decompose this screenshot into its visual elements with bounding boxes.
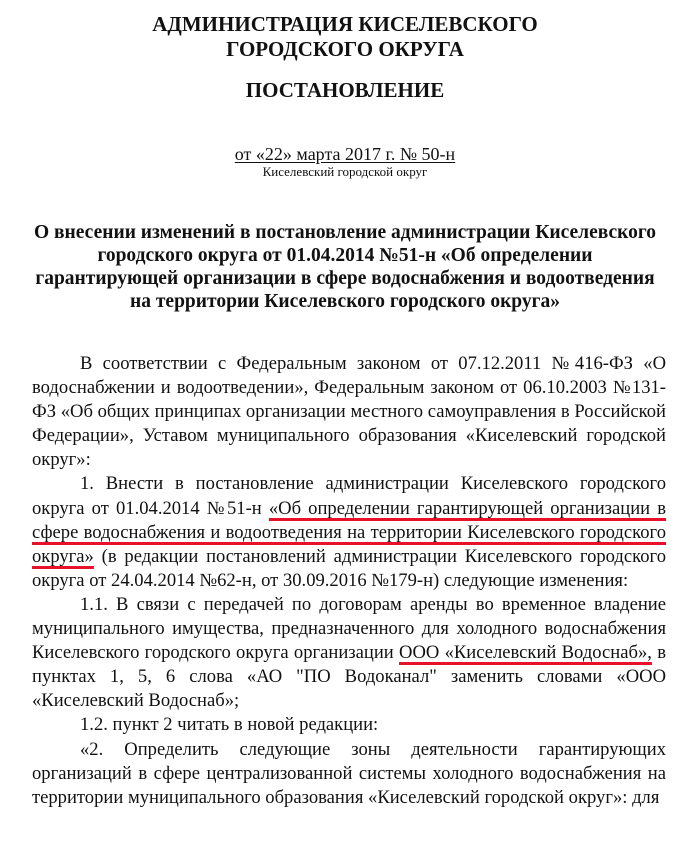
highlighted-resolution-title: «Об определении гарантирующей организации в сфере водоснабжения и водоотведения на территории Киселевского городского округа» bbox=[32, 497, 667, 567]
date-number: от «22» марта 2017 г. № 50-н bbox=[234, 144, 456, 164]
paragraph-1-text-end: (в редакции постановлений администрации Киселевского городского округа от 24.04.2014 №62-н, от 30.09.2016 №179-н) следующие изменения: bbox=[32, 545, 666, 591]
org-line-1: АДМИНИСТРАЦИЯ КИСЕЛЕВСКОГО bbox=[152, 12, 538, 36]
document-body bbox=[32, 352, 666, 810]
place-line: Киселевский городской округ bbox=[262, 164, 428, 179]
document-type: ПОСТАНОВЛЕНИЕ bbox=[245, 78, 445, 102]
paragraph-1-1-text: 1.1. В связи с передачей по договорам аренды во временное владение муниципального имущества, предназначенного для холодного водоснабжения Киселевского городского округа организации bbox=[32, 593, 666, 664]
paragraph-2: «2. Определить следующие зоны деятельности гарантирующих организаций в сфере централизованной системы холодного водоснабжения на территории муниципального образования «Киселевский городской округ»: для bbox=[32, 738, 666, 808]
paragraph-1 bbox=[32, 472, 666, 592]
document-title: О внесении изменений в постановление администрации Киселевского городского округа от 01.04.2014 №51-н «Об определении гарантирующей организации в сфере водоснабжения и водоотведения на территории Киселевского городского округа» bbox=[33, 222, 657, 312]
org-line-2: ГОРОДСКОГО ОКРУГА bbox=[226, 37, 464, 61]
organization-heading bbox=[0, 12, 690, 62]
paragraph-1-2: 1.2. пункт 2 читать в новой редакции: bbox=[80, 714, 379, 736]
date-number-line bbox=[0, 143, 690, 165]
highlighted-organization-name: ООО «Киселевский Водоснаб», bbox=[399, 642, 652, 664]
paragraph-1-1-text-end: в пунктах 1, 5, 6 слова «АО "ПО Водоканал" заменить словами «ООО «Киселевский Водоснаб»; bbox=[32, 642, 666, 712]
paragraph-1-1 bbox=[32, 593, 666, 713]
paragraph-1-text: 1. Внести в постановление администрации Киселевского городского округа от 01.04.2014 №51-н bbox=[32, 473, 666, 519]
preamble-paragraph: В соответствии с Федеральным законом от 07.12.2011 №416-ФЗ «О водоснабжении и водоотведении», Федеральным законом от 06.10.2003 №131-ФЗ «Об общих принципах организации местного самоуправления в Российской Федерации», Уставом муниципального образования «Киселевский городской округ»: bbox=[32, 353, 666, 471]
